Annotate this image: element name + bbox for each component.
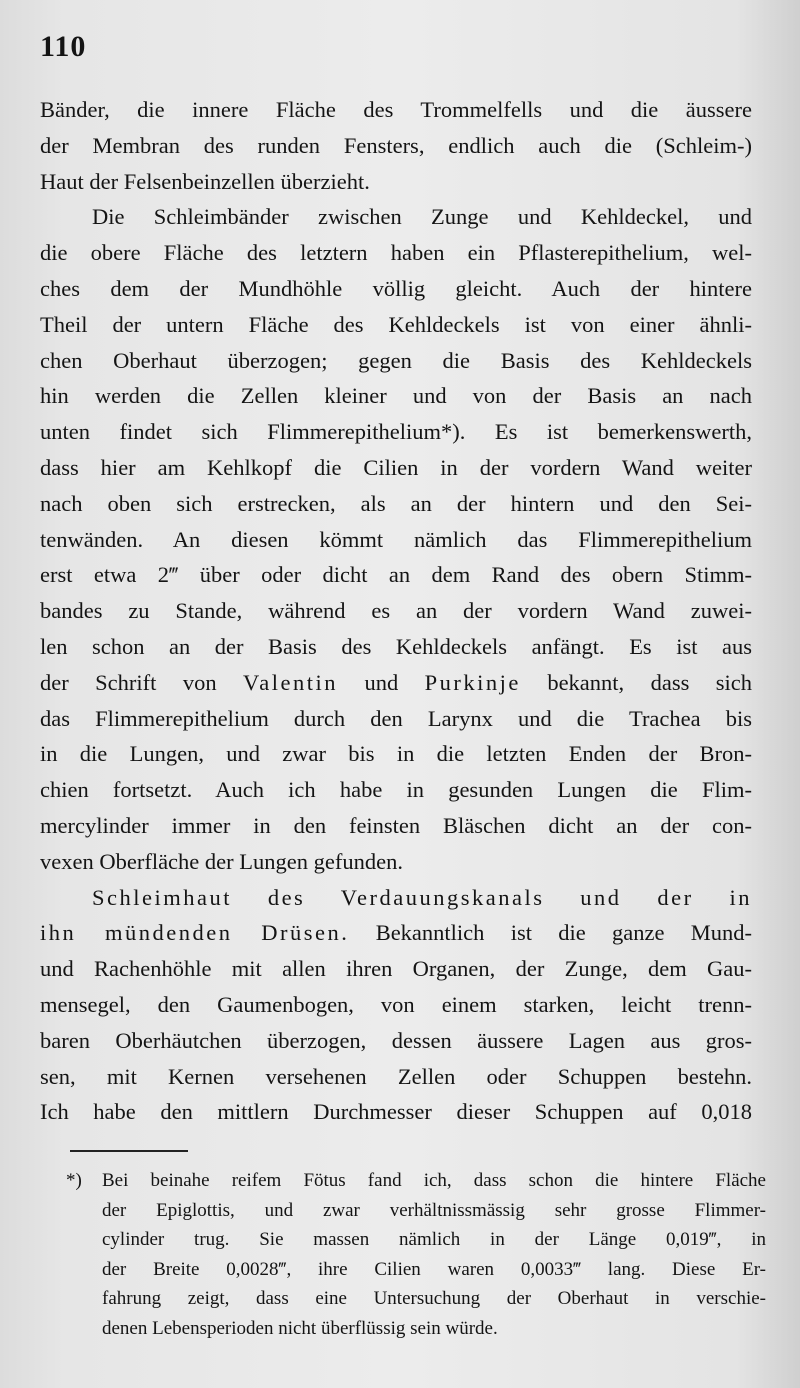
text-line-with-author-names [40, 665, 752, 701]
body-text [40, 92, 752, 1130]
text-line: chien fortsetzt. Auch ich habe in gesunden Lungen die Flim- [40, 777, 752, 803]
text-line: bandes zu Stande, während es an der vordern Wand zuwei- [40, 598, 752, 624]
text-line: in die Lungen, und zwar bis in die letzten Enden der Bron- [40, 741, 752, 767]
text-segment: bekannt, dass sich [520, 669, 753, 695]
footnote-line: fahrung zeigt, dass eine Untersuchung der Oberhaut in verschie- [102, 1288, 766, 1309]
text-line: die obere Fläche des letztern haben ein Pflasterepithelium, wel- [40, 240, 752, 266]
text-segment: und [338, 669, 425, 695]
text-line: vexen Oberfläche der Lungen gefunden. [40, 848, 403, 874]
footnote-line: cylinder trug. Sie massen nämlich in der Länge 0,019‴, in [102, 1229, 766, 1250]
section-heading-line: Schleimhaut des Verdauungskanals und der in [92, 884, 752, 910]
text-segment: Bekanntlich ist die ganze Mund- [349, 920, 752, 946]
footnote-line: der Epiglottis, und zwar verhältnissmässig sehr grosse Flimmer- [102, 1199, 766, 1221]
text-line: Theil der untern Fläche des Kehldeckels ist von einer ähnli- [40, 311, 752, 337]
author-name-valentin: Valentin [243, 669, 339, 695]
text-line: erst etwa 2‴ über oder dicht an dem Rand des obern Stimm- [40, 562, 752, 588]
text-line: len schon an der Basis des Kehldeckels anfängt. Es ist aus [40, 633, 752, 659]
text-line: hin werden die Zellen kleiner und von der Basis an nach [40, 383, 752, 409]
text-line: Ich habe den mittlern Durchmesser dieser Schuppen auf 0,018 [40, 1099, 752, 1125]
text-line: Bänder, die innere Fläche des Trommelfells und die äussere [40, 97, 752, 122]
footnote-rule [70, 1150, 188, 1152]
text-line: das Flimmerepithelium durch den Larynx und die Trachea bis [40, 705, 752, 731]
text-line: nach oben sich erstrecken, als an der hintern und den Sei- [40, 490, 752, 516]
footnote-line: der Breite 0,0028‴, ihre Cilien waren 0,0033‴ lang. Diese Er- [102, 1258, 766, 1280]
text-line: Haut der Felsenbeinzellen überzieht. [40, 168, 370, 194]
text-segment: der Schrift von [40, 669, 217, 695]
text-line: dass hier am Kehlkopf die Cilien in der vordern Wand weiter [40, 454, 752, 480]
text-line: chen Oberhaut überzogen; gegen die Basis des Kehldeckels [40, 347, 752, 373]
text-line: mercylinder immer in den feinsten Bläschen dicht an der con- [40, 812, 752, 838]
text-line: unten findet sich Flimmerepithelium*). Es ist bemerkenswerth, [40, 419, 752, 445]
text-line: und Rachenhöhle mit allen ihren Organen, der Zunge, dem Gau- [40, 956, 752, 982]
author-name-purkinje: Purkinje [424, 669, 521, 695]
footnote-line: denen Lebensperioden nicht überflüssig sein würde. [102, 1317, 498, 1339]
text-line: ches dem der Mundhöhle völlig gleicht. Auch der hintere [40, 275, 752, 301]
text-line: tenwänden. An diesen kömmt nämlich das Flimmerepithelium [40, 526, 752, 552]
section-heading-continuation [40, 915, 752, 951]
page-number: 110 [40, 30, 87, 63]
footnote-marker: *) [66, 1170, 82, 1191]
footnote-text: Bei beinahe reifem Fötus fand ich, dass schon die hintere Fläche [102, 1170, 766, 1191]
section-heading-text: ihn mündenden Drüsen. [40, 920, 350, 946]
text-line: sen, mit Kernen versehenen Zellen oder Schuppen bestehn. [40, 1063, 752, 1089]
footnote [66, 1166, 766, 1343]
footnote-line [66, 1166, 766, 1196]
text-line: der Membran des runden Fensters, endlich auch die (Schleim-) [40, 132, 752, 158]
text-line: baren Oberhäutchen überzogen, dessen äussere Lagen aus gros- [40, 1027, 752, 1053]
paragraph-start-line: Die Schleimbänder zwischen Zunge und Kehldeckel, und [92, 204, 752, 230]
text-line: mensegel, den Gaumenbogen, von einem starken, leicht trenn- [40, 991, 752, 1017]
